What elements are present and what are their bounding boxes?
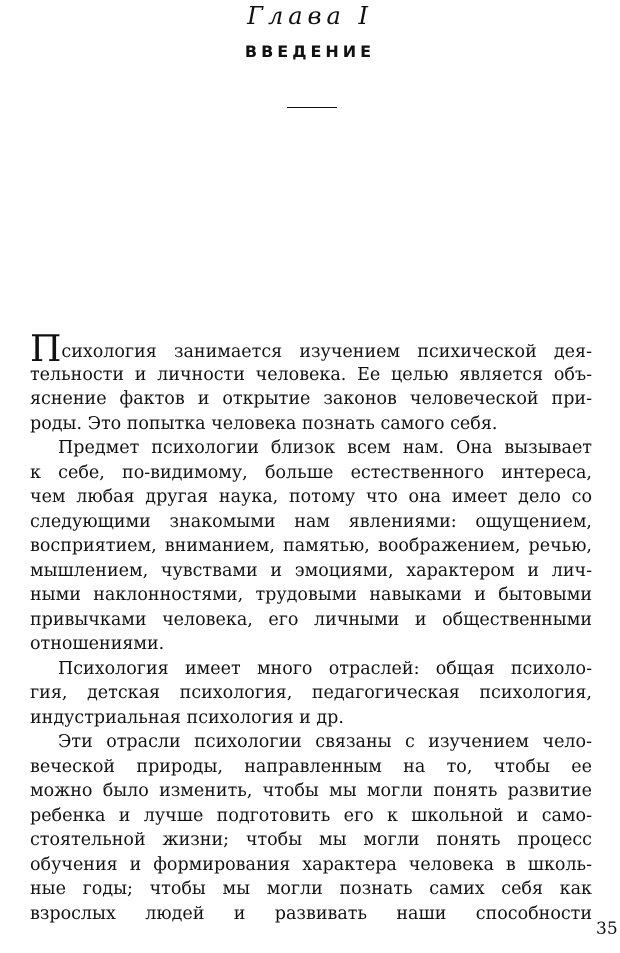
- chapter-title: ВВЕДЕНИЕ: [244, 42, 376, 61]
- text-line: следующими знакомыми нам явлениями: ощущением,: [30, 511, 592, 532]
- text-line: можно было изменить, чтобы мы могли понять развитие: [30, 781, 592, 801]
- text-line: стоятельной жизни; чтобы мы могли понять процесс: [30, 830, 592, 850]
- body-text: [30, 329, 592, 926]
- title-divider: [287, 107, 337, 108]
- text-line: взрослых людей и развивать наши способности: [30, 903, 592, 924]
- text-line: яснение фактов и открытие законов человеческой при-: [30, 389, 592, 409]
- text-line: ными наклонностями, трудовыми навыками и бытовыми: [30, 585, 592, 605]
- text-line: ребенка и лучше подготовить его к школьной и само-: [30, 805, 592, 826]
- text-line: [30, 329, 592, 370]
- text-line: отношениями.: [30, 634, 165, 654]
- text-line: ные годы; чтобы мы могли познать самих себя как: [30, 879, 592, 899]
- text-line: чем любая другая наука, потому что она имеет дело со: [30, 487, 592, 507]
- text-line: индустриальная психология и др.: [30, 707, 344, 728]
- text-line: восприятием, вниманием, памятью, воображением, речью,: [30, 536, 592, 556]
- text-line: Эти отрасли психологии связаны с изучением чело-: [58, 732, 592, 752]
- text-line: тельности и личности человека. Ее целью является объ-: [30, 364, 592, 385]
- text-line-content: сихология занимается изучением психической дея-: [61, 342, 592, 362]
- page-number: 35: [596, 919, 618, 939]
- text-line: к себе, по-видимому, больше естественного интереса,: [30, 462, 592, 483]
- text-line: Психология имеет много отраслей: общая психоло-: [58, 658, 592, 679]
- text-line: роды. Это попытка человека познать самого себя.: [30, 413, 498, 434]
- text-line: веческой природы, направленным на то, чтобы ее: [30, 756, 592, 777]
- text-line: обучения и формирования характера человека в школь-: [30, 854, 592, 875]
- drop-cap: П: [30, 329, 62, 370]
- text-line: Предмет психологии близок всем нам. Она вызывает: [58, 438, 592, 458]
- chapter-number: Глава I: [247, 2, 373, 30]
- text-line: привычками человека, его личными и общественными: [30, 609, 592, 630]
- text-line: гия, детская психология, педагогическая психология,: [30, 683, 592, 703]
- text-line: мышлением, чувствами и эмоциями, характером и лич-: [30, 560, 592, 581]
